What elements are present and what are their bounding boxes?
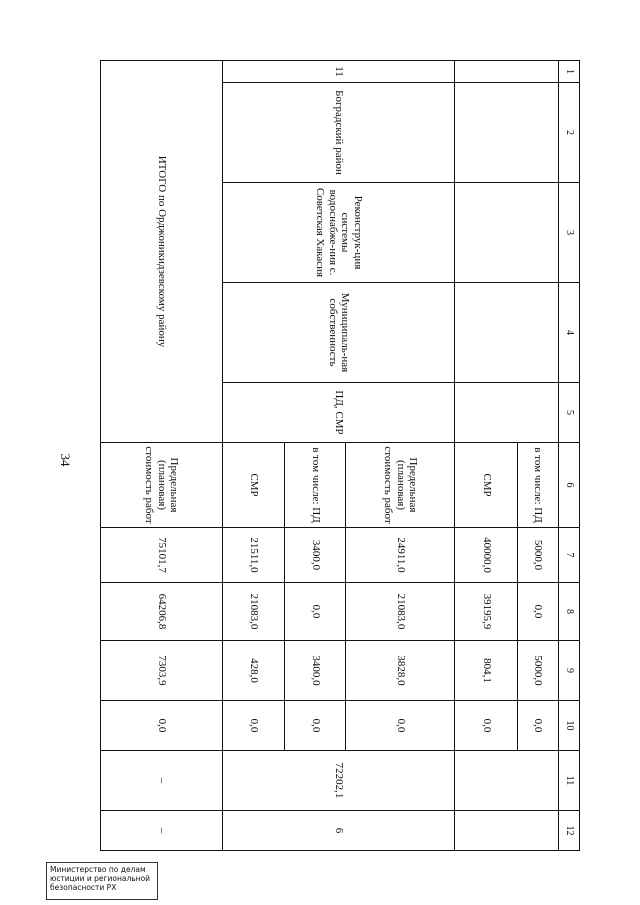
col-header: 8 [558, 583, 579, 641]
value-cell: 0,0 [285, 701, 346, 751]
value-cell: 21511,0 [222, 528, 285, 583]
empty-cell [455, 383, 558, 443]
value-cell: 0,0 [285, 583, 346, 641]
stamp-line: юстиции и региональной [50, 874, 151, 883]
total-label: ИТОГО по Орджоникидзевскому району [101, 61, 223, 443]
value-cell: 3828,0 [346, 641, 455, 701]
col-header: 10 [558, 701, 579, 751]
stamp-line: безопасности РХ [50, 883, 117, 892]
row-label: СМР [222, 443, 285, 528]
empty-cell [455, 83, 558, 183]
total-value-cell: 64206,8 [101, 583, 223, 641]
table-row [518, 61, 559, 851]
col-header: 6 [558, 443, 579, 528]
col-header: 4 [558, 283, 579, 383]
col-header: 12 [558, 811, 579, 851]
value-cell: 21083,0 [346, 583, 455, 641]
row-label: Предельная (плановая) стоимость работ [101, 443, 223, 528]
col-header: 1 [558, 61, 579, 83]
stage: ПД, СМР [222, 383, 455, 443]
value-cell: 5000,0 [518, 528, 559, 583]
total-value-cell: 75101,7 [101, 528, 223, 583]
col-header: 2 [558, 83, 579, 183]
empty-cell [455, 811, 558, 851]
value-cell: 3400,0 [285, 528, 346, 583]
data-table [100, 60, 580, 851]
registration-stamp [46, 862, 158, 900]
value-cell: 0,0 [518, 583, 559, 641]
value-cell: 0,0 [346, 701, 455, 751]
total-value: 72202,1 [222, 751, 455, 811]
value-cell: 428,0 [222, 641, 285, 701]
row-label: в том числе: ПД [518, 443, 559, 528]
rotated-table-wrapper [100, 60, 580, 850]
total-row [101, 61, 223, 851]
ownership: Муниципаль-ная собственность [222, 283, 455, 383]
stamp-line: Министерство по делам [50, 865, 146, 874]
col-header: 3 [558, 183, 579, 283]
object-name: Реконструк-ция системы водоснабже-ния с. Советская Хакасия [222, 183, 455, 283]
col-header: 5 [558, 383, 579, 443]
col-header: 11 [558, 751, 579, 811]
total-value-cell: – [101, 811, 223, 851]
count-value: 6 [222, 811, 455, 851]
empty-cell [455, 183, 558, 283]
row-number: 11 [222, 61, 455, 83]
col-header: 9 [558, 641, 579, 701]
row-label: Предельная (плановая) стоимость работ [346, 443, 455, 528]
total-value-cell: – [101, 751, 223, 811]
value-cell: 40000,0 [455, 528, 518, 583]
row-label: СМР [455, 443, 518, 528]
value-cell: 0,0 [222, 701, 285, 751]
value-cell: 804,1 [455, 641, 518, 701]
row-label: в том числе: ПД [285, 443, 346, 528]
value-cell: 39195,9 [455, 583, 518, 641]
empty-cell [455, 751, 558, 811]
value-cell: 3400,0 [285, 641, 346, 701]
value-cell: 24911,0 [346, 528, 455, 583]
col-header: 7 [558, 528, 579, 583]
table-row [346, 61, 455, 851]
total-value-cell: 0,0 [101, 701, 223, 751]
value-cell: 0,0 [455, 701, 518, 751]
value-cell: 0,0 [518, 701, 559, 751]
district-name: Боградский район [222, 83, 455, 183]
column-number-row [558, 61, 579, 851]
total-value-cell: 7303,9 [101, 641, 223, 701]
value-cell: 21083,0 [222, 583, 285, 641]
empty-cell [455, 283, 558, 383]
value-cell: 5000,0 [518, 641, 559, 701]
page-number: 34 [58, 453, 73, 467]
empty-cell [455, 61, 558, 83]
